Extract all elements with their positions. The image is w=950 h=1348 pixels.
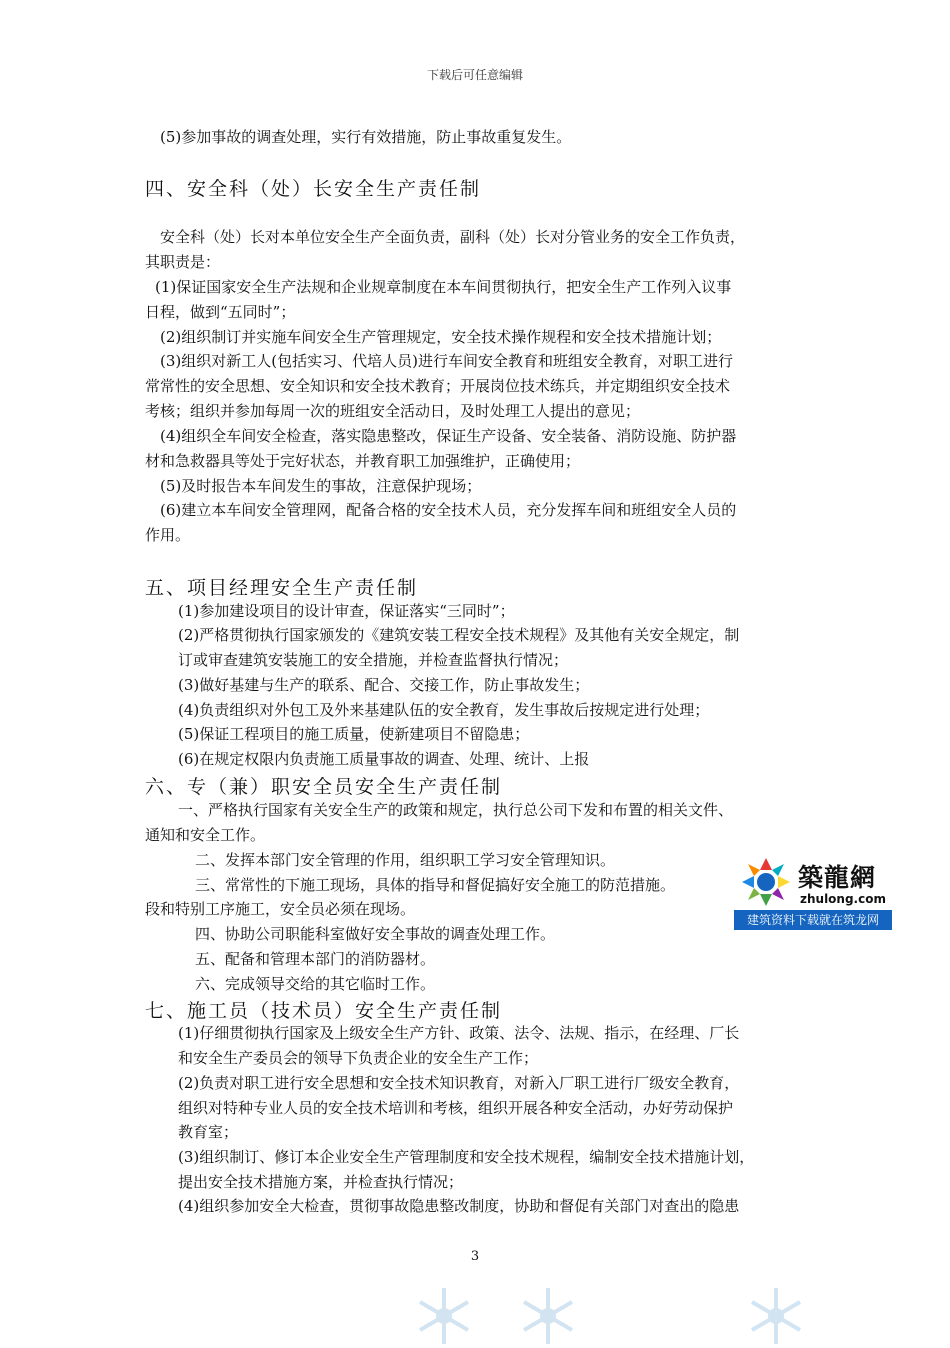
snowflake-watermark-icon	[744, 1284, 808, 1348]
logo-url: zhulong.com	[800, 892, 886, 906]
paragraph-line: 通知和安全工作。	[145, 826, 266, 844]
paragraph-line: 六、完成领导交给的其它临时工作。	[195, 975, 436, 993]
paragraph-line: (5)及时报告本车间发生的事故，注意保护现场；	[160, 477, 482, 495]
paragraph-line: 一、严格执行国家有关安全生产的政策和规定，执行总公司下发和布置的相关文件、	[178, 801, 734, 819]
paragraph-line: (6)建立本车间安全管理网，配备合格的安全技术人员，充分发挥车间和班组安全人员的	[160, 501, 737, 519]
paragraph-line: (3)做好基建与生产的联系、配合、交接工作，防止事故发生；	[178, 676, 590, 694]
paragraph-line: (5)参加事故的调查处理，实行有效措施，防止事故重复发生。	[160, 128, 572, 146]
paragraph-line: (4)组织参加安全大检查，贯彻事故隐患整改制度，协助和督促有关部门对查出的隐患	[178, 1197, 740, 1215]
paragraph-line: (1)仔细贯彻执行国家及上级安全生产方针、政策、法令、法规、指示，在经理、厂长	[178, 1024, 740, 1042]
paragraph-line: 考核；组织并参加每周一次的班组安全活动日，及时处理工人提出的意见；	[145, 402, 641, 420]
paragraph-line: 安全科（处）长对本单位安全生产全面负责，副科（处）长对分管业务的安全工作负责，	[160, 228, 746, 246]
logo-slogan: 建筑资料下载就在筑龙网	[734, 910, 892, 930]
paragraph-line: (1)保证国家安全生产法规和企业规章制度在本车间贯彻执行，把安全生产工作列入议事	[155, 278, 732, 296]
paragraph-line: 订或审查建筑安装施工的安全措施，并检查监督执行情况；	[178, 651, 569, 669]
paragraph-line: 组织对特种专业人员的安全技术培训和考核，组织开展各种安全活动，办好劳动保护	[178, 1099, 734, 1117]
paragraph-line: 段和特别工序施工，安全员必须在现场。	[145, 900, 416, 918]
paragraph-line: 日程，做到“五同时”；	[145, 303, 296, 321]
snowflake-watermark-icon	[516, 1284, 580, 1348]
paragraph-line: (6)在规定权限内负责施工质量事故的调查、处理、统计、上报	[178, 750, 590, 768]
paragraph-line: (2)严格贯彻执行国家颁发的《建筑安装工程安全技术规程》及其他有关安全规定，制	[178, 626, 740, 644]
paragraph-line: 常常性的安全思想、安全知识和安全技术教育；开展岗位技术练兵，并定期组织安全技术	[145, 377, 731, 395]
section-heading: 六、专（兼）职安全员安全生产责任制	[145, 776, 503, 798]
paragraph-line: 三、常常性的下施工现场，具体的指导和督促搞好安全施工的防范措施。	[195, 876, 676, 894]
paragraph-line: 二、发挥本部门安全管理的作用，组织职工学习安全管理知识。	[195, 851, 616, 869]
paragraph-line: 其职责是：	[145, 253, 221, 271]
paragraph-line: (3)组织制订、修订本企业安全生产管理制度和安全技术规程，编制安全技术措施计划，	[178, 1148, 755, 1166]
snowflake-logo-icon	[740, 856, 792, 908]
paragraph-line: 五、配备和管理本部门的消防器材。	[195, 950, 436, 968]
paragraph-line: (4)负责组织对外包工及外来基建队伍的安全教育，发生事故后按规定进行处理；	[178, 701, 710, 719]
section-heading: 五、项目经理安全生产责任制	[145, 577, 419, 599]
paragraph-line: (2)负责对职工进行安全思想和安全技术知识教育，对新入厂职工进行厂级安全教育，	[178, 1074, 740, 1092]
paragraph-line: 四、协助公司职能科室做好安全事故的调查处理工作。	[195, 925, 556, 943]
paragraph-line: (4)组织全车间安全检查，落实隐患整改，保证生产设备、安全装备、消防设施、防护器	[160, 427, 737, 445]
paragraph-line: 教育室；	[178, 1123, 239, 1141]
snowflake-watermark-icon	[412, 1284, 476, 1348]
page-number: 3	[470, 1249, 480, 1264]
paragraph-line: (2)组织制订并实施车间安全生产管理规定，安全技术操作规程和安全技术措施计划；	[160, 328, 722, 346]
page-header: 下载后可任意编辑	[426, 68, 523, 82]
paragraph-line: 和安全生产委员会的领导下负责企业的安全生产工作；	[178, 1049, 539, 1067]
zhulong-logo	[734, 852, 892, 930]
paragraph-line: (1)参加建设项目的设计审查，保证落实“三同时”；	[178, 602, 515, 620]
paragraph-line: 作用。	[145, 526, 191, 544]
logo-name: 築龍網	[798, 863, 877, 892]
section-heading: 四、安全科（处）长安全生产责任制	[145, 178, 482, 200]
paragraph-line: (3)组织对新工人(包括实习、代培人员)进行车间安全教育和班组安全教育，对职工进行	[160, 352, 733, 370]
paragraph-line: 材和急救器具等处于完好状态，并教育职工加强维护，正确使用；	[145, 452, 581, 470]
paragraph-line: 提出安全技术措施方案，并检查执行情况；	[178, 1173, 464, 1191]
section-heading: 七、施工员（技术员）安全生产责任制	[145, 1000, 503, 1022]
paragraph-line: (5)保证工程项目的施工质量，使新建项目不留隐患；	[178, 725, 530, 743]
